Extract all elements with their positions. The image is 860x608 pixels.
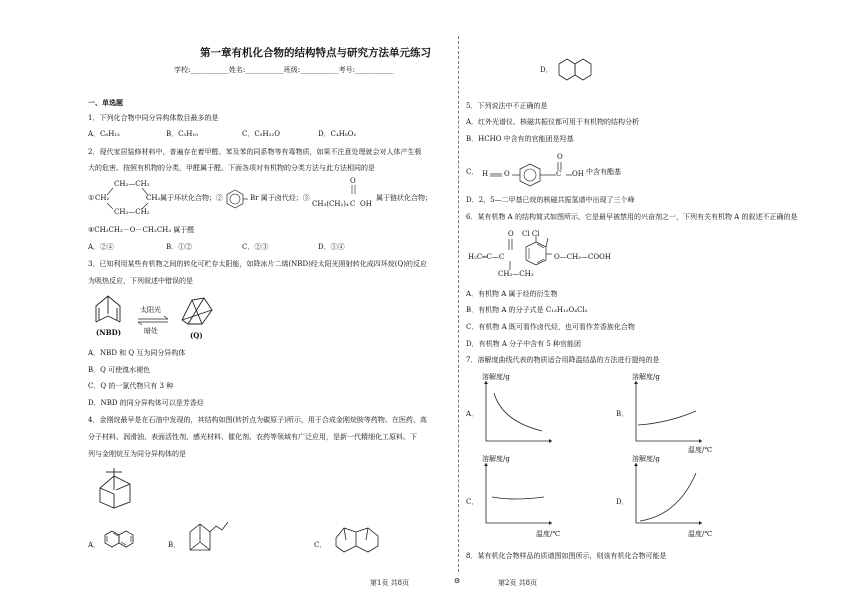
- q7-stem: 7．溶解度曲线代表的物质适合用降温结晶的方法进行提纯的是: [466, 356, 660, 364]
- q2-ring-left: CH₂: [95, 194, 110, 202]
- q3-option-d: D．NBD 的同分异构体可以是芳香烃: [88, 399, 204, 407]
- q4-option-c-structure: [332, 524, 384, 556]
- page-footer-right: 第2页 共8页: [498, 579, 538, 587]
- q2-item3-text: 属于链状化合物；: [376, 194, 432, 202]
- page-title: 第一章有机化合物的结构特点与研究方法单元练习: [200, 47, 431, 59]
- q6-option-d: D．有机物 A 分子中含有 5 种官能团: [466, 340, 582, 348]
- q3-q-label: (Q): [190, 331, 203, 340]
- q4-option-b-label: B．: [168, 541, 181, 549]
- q2-ring-top: CH₂—CH₂: [114, 180, 150, 188]
- q5-option-c-label: C．: [466, 168, 479, 176]
- q6-option-a: A．有机物 A 属于烃的衍生物: [466, 290, 558, 298]
- q3-stem-line2: 为吸热反应，下列叙述中错误的是: [88, 277, 193, 285]
- q3-stem-line1: 3．已知利用某些有机物之间的转化可贮存太阳能，如降冰片二烯(NBD)经太阳光照射转化成四环烷(Q)的反应: [88, 260, 427, 268]
- q6-ethyl: CH₂—CH₃: [498, 270, 534, 278]
- q2-chain-left: CH₃(CH₂)₄: [312, 200, 349, 208]
- q7-d-xlabel: 温度/℃: [688, 530, 713, 538]
- q5-c-h: H: [482, 170, 489, 178]
- q2-option-a: A．②④: [88, 243, 115, 251]
- q6-tail: O—CH₂—COOH: [554, 253, 611, 261]
- q5-option-b: B．HCHO 中含有的官能团是羟基: [466, 135, 574, 143]
- q7-d-label: D．: [616, 498, 629, 506]
- q6-stem: 6．某有机物 A 的结构简式如图所示，它是最早被禁用的兴奋剂之一，下列有关有机物 A 的叙述不正确的是: [466, 213, 798, 221]
- q4-adamantane-structure: [92, 466, 138, 510]
- q1-option-d: D．C₄H₈O₂: [318, 130, 357, 138]
- left-column: [86, 0, 456, 608]
- q5-option-a: A．红外光谱仪、核磁共振仪都可用于有机物的结构分析: [466, 118, 640, 126]
- q2-chain-c: C: [350, 200, 356, 208]
- q4-option-c-label: C．: [314, 541, 327, 549]
- q2-item1-text: 属于环状化合物；②: [160, 194, 223, 202]
- page-footer-left: 第1页 共8页: [370, 579, 410, 587]
- section-heading: 一、单选题: [88, 98, 123, 107]
- q5-c-carbon: C: [556, 170, 562, 178]
- q7-a-ylabel: 溶解度/g: [482, 373, 510, 381]
- q4-option-d-decalin: [558, 58, 598, 84]
- q2-item2-text: Br 属于卤代烃；③: [250, 194, 310, 202]
- q2-stem-line2: 大的危害。按照有机物的分类，甲醛属于醛。下面各项对有机物的分类方法与此方法相同的是: [88, 164, 375, 172]
- q4-option-a-label: A．: [88, 541, 101, 549]
- q3-option-b: B．Q 可使溴水褪色: [88, 366, 151, 374]
- q7-b-ylabel: 溶解度/g: [632, 373, 660, 381]
- q4-stem-line1: 4．金刚烷最早是在石油中发现的，其结构如图(转折点为碳原子)所示，用于合成金刚烷胺等药物。在医药、高: [88, 416, 427, 424]
- q4-option-b-structure: [186, 520, 230, 554]
- q5-c-o-top: O: [557, 153, 563, 161]
- q6-option-b: B．有机物 A 的分子式是 C₁₃H₁₂O₄Cl₂: [466, 306, 588, 314]
- q7-graph-a: [484, 381, 554, 443]
- q1-option-a: A．C₆H₁₂: [88, 130, 120, 138]
- q6-cl-labels: Cl Cl: [522, 230, 540, 238]
- q4-stem-line3: 列与金刚烷互为同分异构体的是: [88, 450, 186, 458]
- q3-equilibrium-arrow: [136, 316, 172, 326]
- q7-graph-b: [634, 381, 704, 443]
- q7-graph-c: [484, 463, 554, 525]
- q7-c-xlabel: 温度/℃: [536, 530, 561, 538]
- q3-quadricyclane-structure: [178, 294, 218, 328]
- q7-c-label: C．: [466, 498, 479, 506]
- q2-ring-right: CH₂: [146, 194, 161, 202]
- q1-stem: 1．下列化合物中同分异构体数目最多的是: [88, 114, 219, 122]
- q7-a-label: A．: [466, 410, 479, 418]
- q6-carbonyl-o: O: [508, 230, 514, 238]
- right-column: [466, 0, 838, 608]
- q2-item4: ④CH₃CH₂－O－CH₂CH₃ 属于醛: [88, 226, 195, 234]
- q1-option-c: C．C₅H₁₂O: [242, 130, 280, 138]
- q7-b-xlabel: 温度/℃: [688, 446, 713, 454]
- q5-c-oh: OH: [572, 170, 584, 178]
- q6-h2c-chain: H₂C═C—C: [468, 253, 505, 261]
- q2-item1-label: ①: [88, 194, 95, 202]
- q2-bromobenzene-ring: [226, 190, 246, 210]
- q5-stem: 5．下列说法中不正确的是: [466, 102, 548, 110]
- q7-c-ylabel: 溶解度/g: [482, 455, 510, 463]
- q3-arrow-bottom-label: 暗处: [144, 327, 158, 335]
- q2-stem-line1: 2．现代家居装修材料中，普遍存在着甲醛、苯及苯的同系物等有毒物质，如果不注意处理就会对人体产生极: [88, 148, 422, 156]
- q5-option-d: D．2，5—二甲基已烷的核磁共振氢谱中出现了三个峰: [466, 196, 635, 204]
- student-info-line: 学校:___________姓名:___________班级:___________考号:___________: [174, 66, 394, 74]
- q8-stem: 8．某有机化合物样品的质谱图如图所示，则该有机化合物可能是: [466, 552, 667, 560]
- q2-option-b: B．①②: [166, 243, 193, 251]
- q2-ring-bottom: CH₂—CH₂: [114, 208, 150, 216]
- q4-option-d-label: D．: [540, 66, 553, 74]
- q3-nbd-structure: [92, 292, 132, 326]
- column-divider: [458, 36, 459, 572]
- q6-option-c: C．有机物 A 既可看作卤代烃，也可看作芳香族化合物: [466, 323, 635, 331]
- q3-nbd-label: (NBD): [96, 328, 122, 337]
- q2-carbonyl-o: O: [350, 177, 356, 185]
- q4-option-a-naphthalene: [104, 530, 138, 552]
- q3-option-a: A．NBD 和 Q 互为同分异构体: [88, 349, 186, 357]
- q1-option-b: B．C₅H₁₀: [166, 130, 199, 138]
- q5-option-c-tail: 中含有酯基: [586, 168, 621, 176]
- q2-carbonyl-bond: [349, 185, 359, 197]
- q7-b-label: B．: [616, 410, 629, 418]
- q2-cyclohexane-bonds: [86, 0, 156, 40]
- q5-c-o-left: O: [504, 170, 510, 178]
- q2-option-d: D．①④: [318, 243, 345, 251]
- gear-icon: ⚙: [454, 577, 461, 585]
- q3-option-c: C．Q 的一氯代物只有 3 种: [88, 382, 174, 390]
- q2-option-c: C．②③: [242, 243, 269, 251]
- q2-chain-oh: OH: [360, 200, 372, 208]
- q7-d-ylabel: 溶解度/g: [632, 455, 660, 463]
- q7-graph-d: [634, 463, 704, 525]
- q4-stem-line2: 分子材料、润滑油、表面活性剂、感光材料、催化剂、农药等领域有广泛应用，是新一代精细化工原料。下: [88, 433, 417, 441]
- q3-arrow-top-label: 太阳光: [140, 306, 161, 314]
